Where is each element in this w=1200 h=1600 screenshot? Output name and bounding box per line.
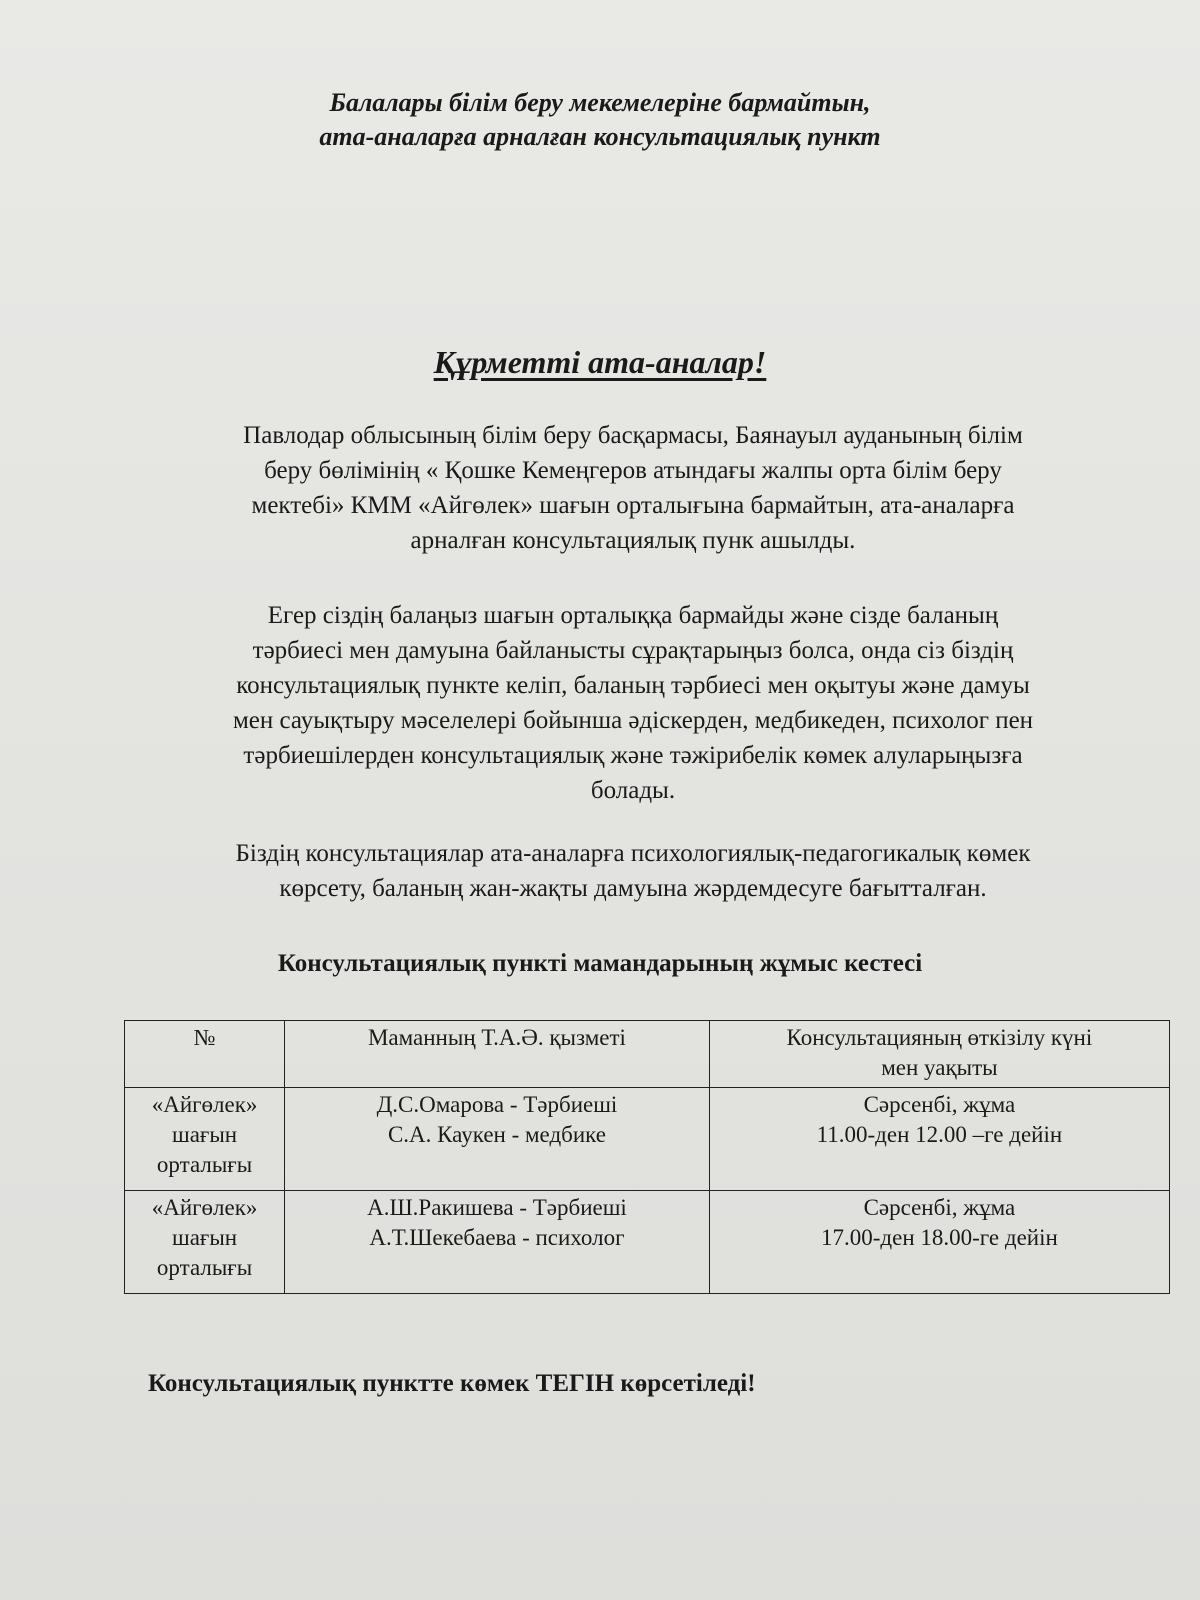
schedule-table: [124, 1020, 1170, 1294]
time-cell: [709, 1088, 1169, 1191]
greeting-title: Құрметті ата-аналар!: [433, 344, 767, 380]
time-line: Сәрсенбі, жұма: [863, 1092, 1016, 1117]
paragraph-line: көрсету, баланың жан-жақты дамуына жәрдемдесуге бағытталған.: [279, 875, 987, 902]
header-time-line: мен уақыты: [881, 1055, 998, 1080]
schedule-title: Консультациялық пункті мамандарының жұмыс кестесі: [277, 950, 923, 977]
header-line: ата-аналарға арналған консультациялық пункт: [319, 122, 881, 151]
place-cell: [125, 1088, 285, 1191]
specialist-cell: [285, 1191, 710, 1294]
place-line: шағын: [172, 1122, 238, 1147]
header-specialist: Маманның Т.А.Ә. қызметі: [285, 1021, 710, 1088]
paragraph-line: мен сауықтыру мәселелері бойынша әдіскерден, медбикеден, психолог пен: [232, 707, 1034, 734]
place-line: «Айгөлек»: [151, 1092, 258, 1117]
paragraph-line: Егер сіздің балаңыз шағын орталыққа бармайды және сізде баланың: [267, 602, 999, 629]
paragraph-line: беру бөлімінің « Қошке Кемеңгеров атындағы жалпы орта білім беру: [264, 457, 1002, 484]
time-line: 11.00-ден 12.00 –ге дейін: [816, 1122, 1063, 1147]
specialist-line: Д.С.Омарова - Тәрбиеші: [376, 1092, 618, 1117]
info-paragraph: [138, 598, 1128, 808]
document-header: [0, 86, 1200, 154]
place-cell: [125, 1191, 285, 1294]
header-line: Балалары білім беру мекемелеріне бармайтын,: [329, 88, 871, 117]
header-time: [709, 1021, 1169, 1088]
time-cell: [709, 1191, 1169, 1294]
time-line: Сәрсенбі, жұма: [863, 1195, 1016, 1220]
paragraph-line: Павлодар облысының білім беру басқармасы, Баянауыл ауданының білім: [243, 422, 1023, 449]
paragraph-line: тәрбиесі мен дамуына байланысты сұрақтарыңыз болса, онда сіз біздің: [252, 637, 1014, 664]
specialist-line: С.А. Каукен - медбике: [387, 1122, 606, 1147]
header-time-line: Консультацияның өткізілу күні: [786, 1025, 1093, 1050]
footer-note: Консультациялық пунктте көмек ТЕГІН көрсетіледі!: [148, 1370, 756, 1397]
paragraph-line: арналған консультациялық пунк ашылды.: [410, 527, 856, 554]
specialist-cell: [285, 1088, 710, 1191]
specialist-line: А.Ш.Ракишева - Тәрбиеші: [367, 1195, 627, 1220]
purpose-paragraph: [138, 836, 1128, 906]
place-line: «Айгөлек»: [151, 1195, 258, 1220]
place-line: орталығы: [156, 1152, 253, 1177]
paragraph-line: консультациялық пункте келіп, баланың тәрбиесі мен оқытуы және дамуы: [236, 672, 1030, 699]
table-header-row: [125, 1021, 1170, 1088]
specialist-line: А.Т.Шекебаева - психолог: [369, 1225, 625, 1250]
paragraph-line: тәрбиешілерден консультациялық және тәжірибелік көмек алуларыңызға: [243, 742, 1023, 769]
paragraph-line: болады.: [590, 777, 676, 804]
intro-paragraph: [138, 418, 1128, 558]
header-number: №: [125, 1021, 285, 1088]
place-line: орталығы: [156, 1255, 253, 1280]
table-row: [125, 1088, 1170, 1191]
table-row: [125, 1191, 1170, 1294]
time-line: 17.00-ден 18.00-ге дейін: [821, 1225, 1058, 1250]
paragraph-line: мектебі» КММ «Айгөлек» шағын орталығына бармайтын, ата-аналарға: [251, 492, 1015, 519]
paragraph-line: Біздің консультациялар ата-аналарға психологиялық-педагогикалық көмек: [235, 840, 1031, 867]
place-line: шағын: [172, 1225, 238, 1250]
